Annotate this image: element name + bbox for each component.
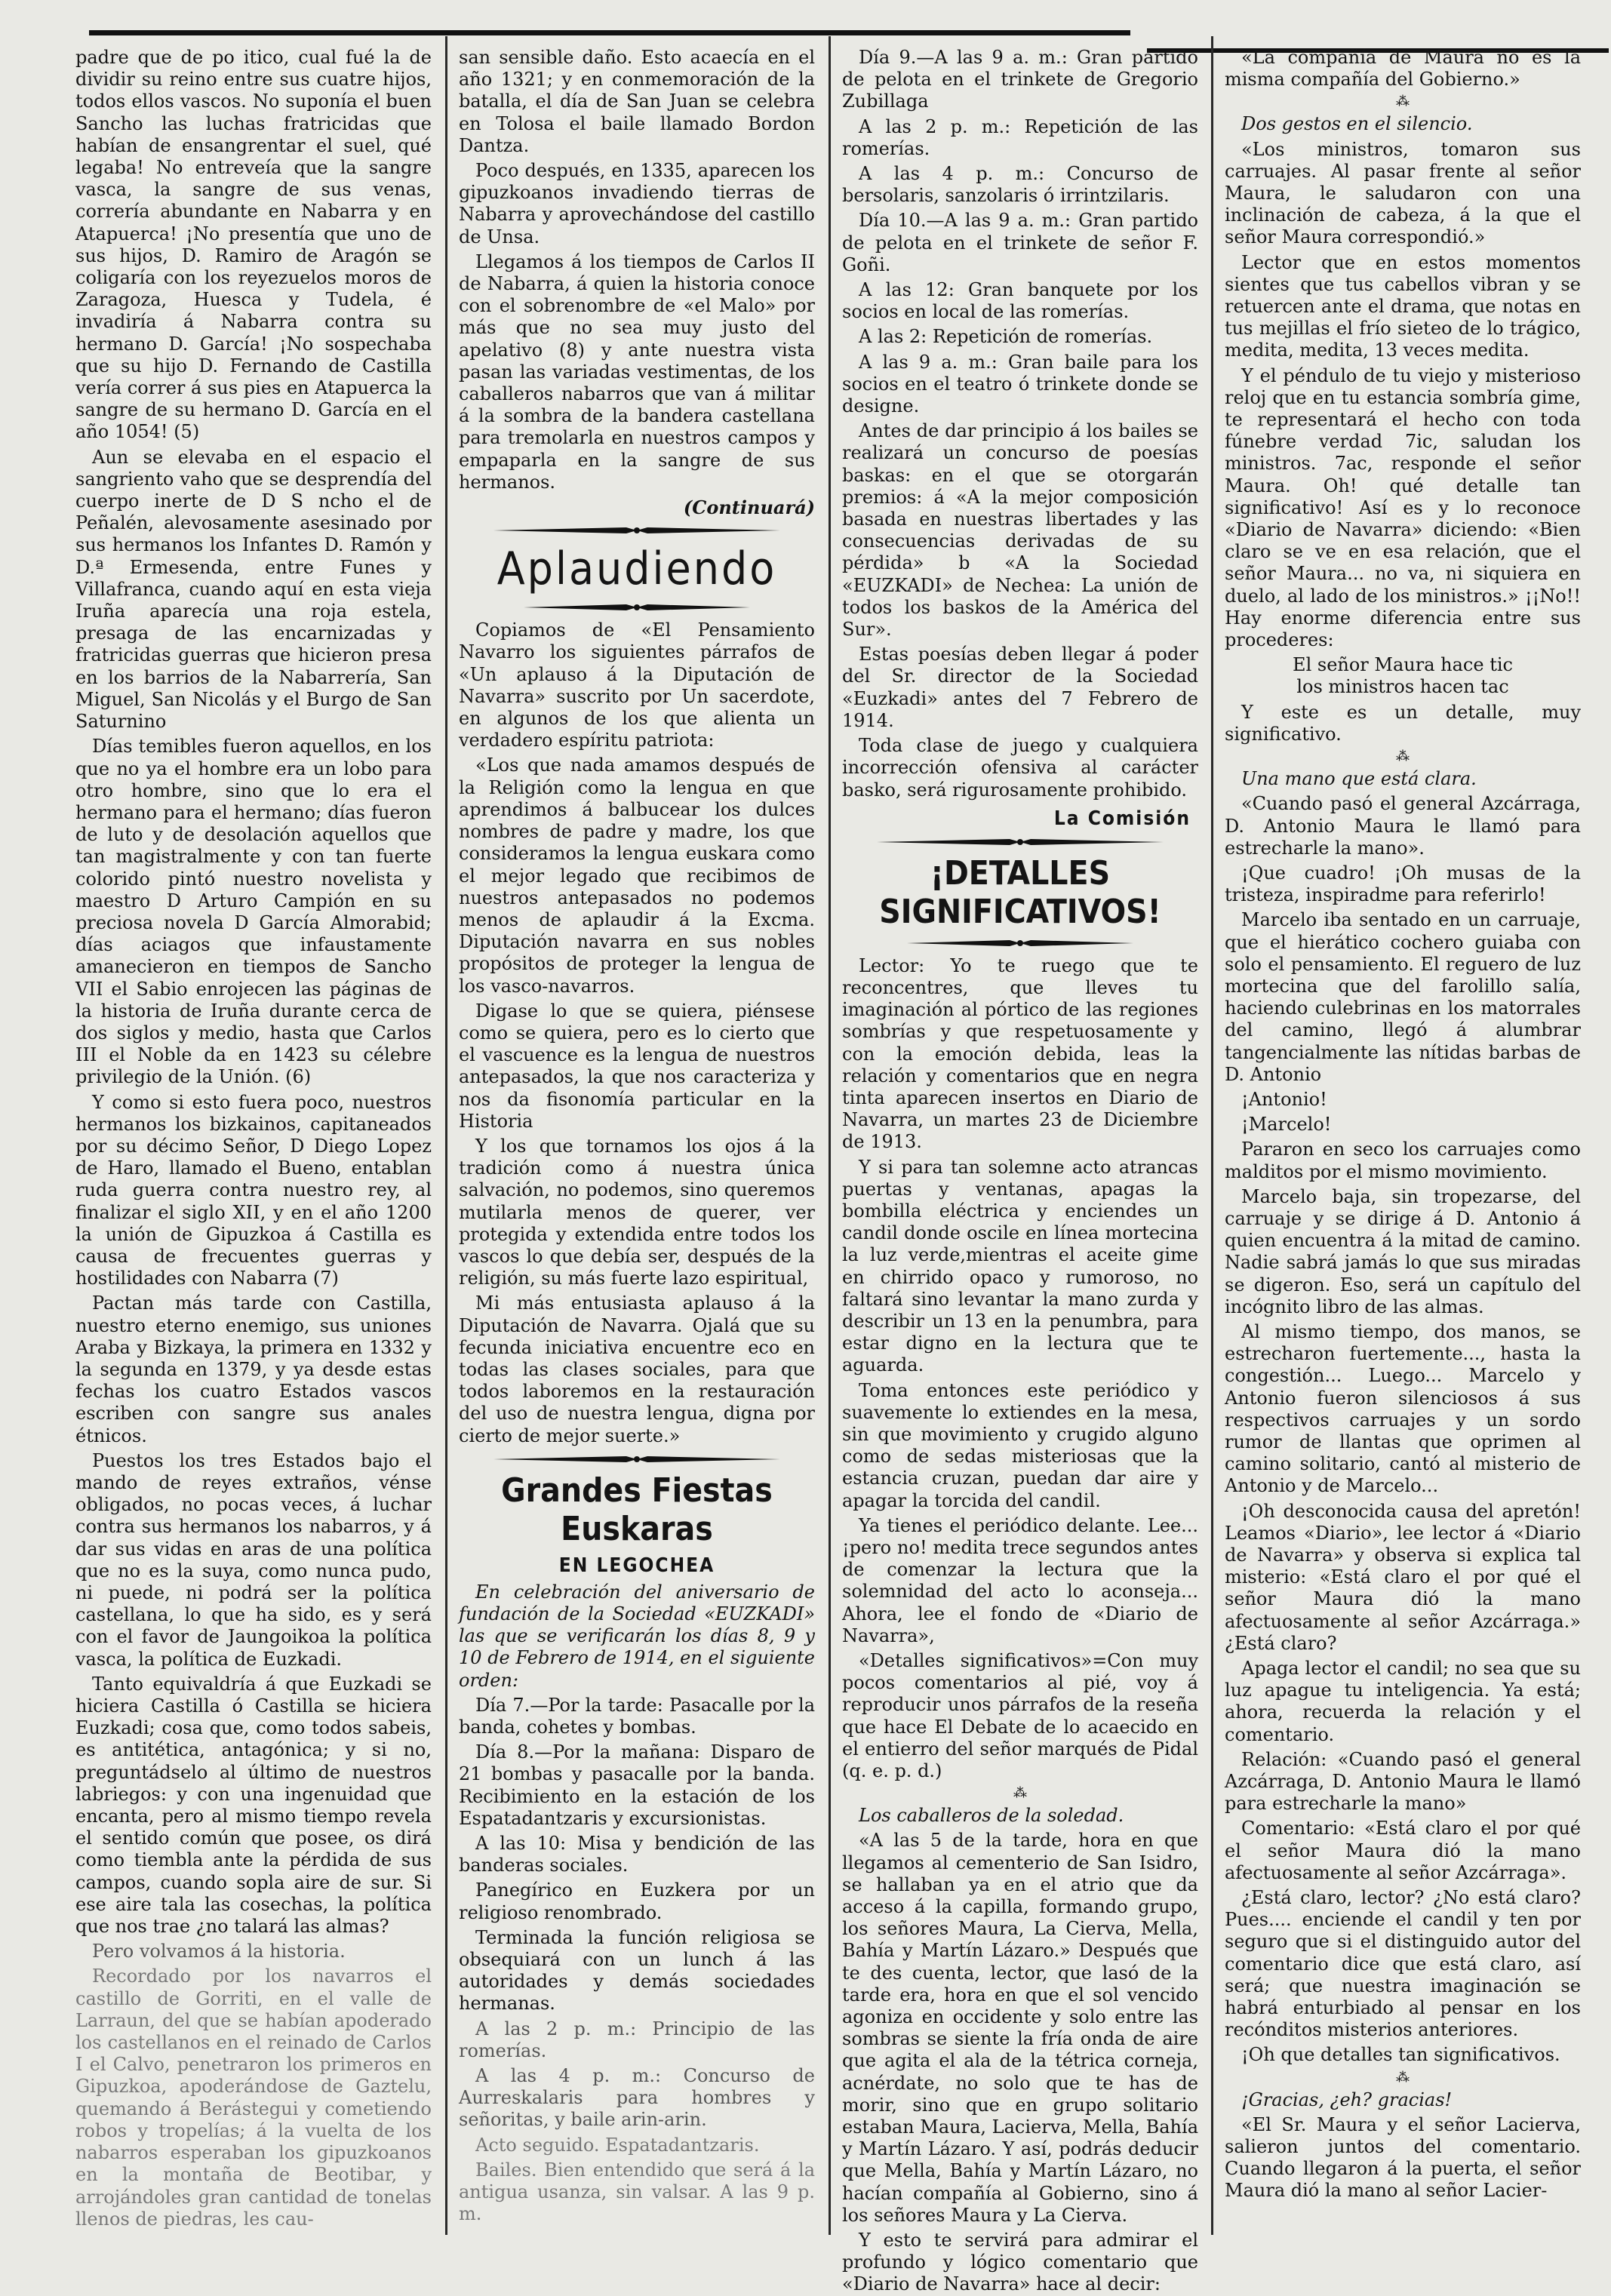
paragraph: ¡Que cuadro! ¡Oh musas de la tristeza, inspiradme para referirlo!	[1225, 862, 1581, 906]
paragraph: ¡Oh desconocida causa del apretón! Leamos «Diario», lee lector á «Diario de Navarra» y observa si explica tal misterio: «Está claro el por qué el señor Maura dió la mano afectuosamente al señor Azcárraga.» ¿Está claro?	[1225, 1500, 1581, 1654]
paragraph: «Los que nada amamos después de la Religión como la lengua en que aprendimos á balbucear los dulces nombres de padre y madre, los que consideramos la lengua euskara como el mejor legado que recibimos de nuestros antepasados no podemos menos de aplaudir á la Excma. Diputación navarra en sus nobles propósitos de proteger la lengua de los vasco-navarros.	[459, 755, 815, 997]
paragraph: (Continuará)	[683, 496, 815, 519]
top-rule-left	[89, 30, 1130, 35]
paragraph: Marcelo iba sentado en un carruaje, que el hierático cochero guiaba con solo el pensamiento. El reguero de luz mortecina que del farolillo salía, haciendo culebrinas en los matorrales del camino, llegó á alumbrar tangencialmente las nítidas barbas de D. Antonio	[1225, 909, 1581, 1085]
paragraph: ¿Está claro, lector? ¿No está claro? Pues.... enciende el candil y ten por seguro que si el distinguido autor del comentario dice que está claro, así será; que nuestra imaginación se habrá enturbiado al pensar en los recónditos misterios anteriores.	[1225, 1887, 1581, 2041]
paragraph: Mi más entusiasta aplauso á la Diputación de Navarra. Ojalá que su fecunda iniciativa encuentre eco en todas las clases sociales, para que todos laboremos en la restauración del uso de nuestra lengua, digna por cierto de mejor suerte.»	[459, 1292, 815, 1446]
paragraph: Y este es un detalle, muy significativo.	[1225, 701, 1581, 745]
paragraph: Copiamos de «El Pensamiento Navarro los siguientes párrafos de «Un aplauso á la Diputación de Navarra» suscrito por Un sacerdote, en algunos de los que alienta un verdadero espíritu patriota:	[459, 619, 815, 752]
paragraph: Día 7.—Por la tarde: Pasacalle por la banda, cohetes y bombas.	[459, 1694, 815, 1738]
paragraph: Pero volvamos á la historia.	[92, 1941, 346, 1963]
paragraph: Terminada la función religiosa se obsequiará con un lunch á las autoridades y demás sociedades hermanas.	[459, 1926, 815, 2015]
paragraph: Y si para tan solemne acto atrancas puertas y ventanas, apagas la bombilla eléctrica y enciendes un candil donde oscile en línea mortecina la luz verde,mientras el aceite gime en chirrido opaco y rumoroso, no faltará sino levantar la mano zurda y describir un 13 en la penumbra, para estar digno en la lectura que te aguarda.	[842, 1156, 1198, 1376]
paragraph: Aun se elevaba en el espacio el sangriento vaho que se desprendía del cuerpo inerte de D S ncho el de Peñalén, alevosamente asesinado por sus hermanos los Infantes D. Ramón y D.ª Ermesenda, entre Funes y Villafranca, cuando aquí en esta vieja Iruña aparecía una roja estela, presaga de las encarnizadas y fratricidas guerras que hicieron presa en los barrios de la Nabarrería, San Miguel, San Nicolás y el Burgo de San Saturnino	[75, 446, 432, 733]
asterism-icon: ⁂	[1396, 94, 1410, 110]
paragraph: Día 9.—A las 9 a. m.: Gran partido de pelota en el trinkete de Gregorio Zubillaga	[842, 47, 1198, 112]
asterism-icon: ⁂	[1396, 748, 1410, 765]
section-heading: EN LEGOCHEA	[558, 1554, 715, 1577]
column-1	[75, 47, 432, 2235]
ornament-divider	[842, 836, 1198, 848]
ornament-rule	[493, 524, 780, 536]
ornament-divider	[459, 1453, 815, 1465]
column-rule-2	[829, 36, 831, 2235]
paragraph: Bailes. Bien entendido que será á la antigua usanza, sin valsar. A las 9 p. m.	[459, 2159, 815, 2225]
paragraph: Al mismo tiempo, dos manos, se estrecharon fuertemente..., hasta la congestión... Luego... Marcelo y Antonio fueron silenciosos á sus respectivos carruajes y un sordo rumor de llantas que oprimen al camino solitario, cantó al misterio de Antonio y de Marcelo...	[1225, 1320, 1581, 1497]
ornament-rule	[877, 836, 1164, 848]
paragraph: ¡Antonio!	[1241, 1088, 1327, 1110]
paragraph: Acto seguido. Espatadantzaris.	[475, 2134, 760, 2156]
paragraph: Dos gestos en el silencio.	[1241, 113, 1473, 135]
paragraph: A las 2: Repetición de romerías.	[859, 326, 1153, 348]
section-heading: ¡DETALLES SIGNIFICATIVOS!	[879, 853, 1161, 931]
paragraph: Toda clase de juego y cualquiera incorrección ofensiva al carácter basko, será rigurosamente prohibido.	[842, 735, 1198, 801]
column-2	[459, 47, 815, 2235]
ornament-rule	[493, 1453, 780, 1465]
paragraph: Digase lo que se quiera, piénsese como se quiera, pero es lo cierto que el vascuence es la lengua de nuestros antepasados, la que nos caracteriza y nos da fisonomía particular en la Historia	[459, 1000, 815, 1132]
section-heading: Aplaudiendo	[497, 542, 777, 596]
paragraph: Y los que tornamos los ojos á la tradición como á nuestra única salvación, no podemos, sino queremos mutilarla menos de querer, ver protegida y extendida entre todos los vascos lo que debía ser, después de la religión, su más fuerte lazo espiritual,	[459, 1135, 815, 1289]
paragraph: Día 8.—Por la mañana: Disparo de 21 bombas y pasacalle por la banda. Recibimiento en la estación de los Espatadantzaris y excursionistas.	[459, 1741, 815, 1829]
column-3	[842, 47, 1198, 2295]
paragraph: Y el péndulo de tu viejo y misterioso reloj que en tu estancia sombría gime, te representará el hecho con toda fúnebre verdad 7ic, saludan los ministros. 7ac, responde el señor Maura. Oh! qué detalle tan significativo! Así es y lo reconoce «Diario de Navarra» diciendo: «Bien claro se ve en esa relación, que el señor Maura... no va, ni siquiera en duelo, al lado de los ministros.» ¡¡No!! Hay enorme diferencia entre sus procederes:	[1225, 364, 1581, 651]
ornament-rule	[524, 601, 750, 613]
paragraph: Tanto equivaldría á que Euzkadi se hiciera Castilla ó Castilla se hiciera Euzkadi; cosa que, como todos sabeis, es antitética, antagónica; y si no, preguntádselo al último de nuestros labriegos: y con una ingenuidad que encanta, pero al mismo tiempo revela el sentido común que posee, os dirá como tiembla ante la pérdida de sus campos, cuando sopla aire de sur. Si ese aire tala las cosechas, la política que nos trae ¿no talará las almas?	[75, 1673, 432, 1938]
ornament-rule	[907, 937, 1133, 949]
paragraph: A las 12: Gran banquete por los socios en local de las romerías.	[842, 279, 1198, 323]
ornament-divider	[459, 601, 815, 613]
paragraph: Panegírico en Euzkera por un religioso renombrado.	[459, 1880, 815, 1923]
section-heading: Grandes Fiestas Euskaras	[501, 1471, 773, 1548]
paragraph: El señor Maura hace tic los ministros hacen tac	[1293, 654, 1513, 698]
paragraph: Antes de dar principio á los bailes se realizará un concurso de poesías baskas: en el que se otorgarán premios: á «A la mejor composición basada en nuestras libertades y las consecuencias derivadas de su pérdida» b «A la Sociedad «EUZKADI» de Nechea: La unión de todos los baskos de la América del Sur».	[842, 420, 1198, 641]
paragraph: Llegamos á los tiempos de Carlos II de Nabarra, á quien la historia conoce con el sobrenombre de «el Malo» por más que no sea muy justo del apelativo (8) y ante nuestra vista pasan las variadas vestimentas, de los caballeros nabarros que van á militar á la sombra de la bandera castellana para tremolarla en nuestros campos y empaparla en la sangre de sus hermanos.	[459, 251, 815, 493]
paragraph: A las 4 p. m.: Concurso de Aurreskalaris para hombres y señoritas, y baile arin-arin.	[459, 2065, 815, 2131]
paragraph: Días temibles fueron aquellos, en los que no ya el hombre era un lobo para otro hombre, sino que lo era el hermano para el hermano; días fueron de luto y de desolación aquellos que tan magistralmente y con tan fuerte colorido pintó nuestro novelista y maestro D Arturo Campión en su preciosa novela D García Almorabid; días aciagos que infaustamente amanecieron en tiempos de Sancho VII el Sabio enrojecen las páginas de la historia de Iruña durante cerca de dos siglos y medio, hasta que Carlos III el Noble da en 1423 su célebre privilegio de la Unión. (6)	[75, 736, 432, 1088]
column-4	[1225, 47, 1581, 2235]
column-rule-3	[1211, 36, 1213, 2235]
paragraph: «El Sr. Maura y el señor Lacierva, salieron juntos del comentario. Cuando llegaron á la puerta, el señor Maura dió la mano al señor Lacier-	[1225, 2113, 1581, 2202]
paragraph: ¡Gracias, ¿eh? gracias!	[1241, 2089, 1453, 2110]
paragraph: Comentario: «Está claro el por qué el señor Maura dió la mano afectuosamente al señor Azcárraga».	[1225, 1818, 1581, 1883]
paragraph: Poco después, en 1335, aparecen los gipuzkoanos invadiendo tierras de Nabarra y aprovechándose del castillo de Unsa.	[459, 160, 815, 247]
paragraph: «Cuando pasó el general Azcárraga, D. Antonio Maura le llamó para estrecharle la mano».	[1225, 793, 1581, 859]
paragraph: Estas poesías deben llegar á poder del Sr. director de la Sociedad «Euzkadi» antes del 7 Febrero de 1914.	[842, 644, 1198, 731]
paragraph: Los caballeros de la soledad.	[859, 1805, 1124, 1827]
paragraph: Una mano que está clara.	[1241, 768, 1477, 790]
paragraph: A las 10: Misa y bendición de las banderas sociales.	[459, 1833, 815, 1876]
paragraph: A las 4 p. m.: Concurso de bersolaris, sanzolaris ó irrintzilaris.	[842, 163, 1198, 207]
column-rule-1	[445, 36, 447, 2235]
paragraph: «La compañía de Maura no es la misma compañía del Gobierno.»	[1225, 47, 1581, 91]
paragraph: Marcelo baja, sin tropezarse, del carruaje y se dirige á D. Antonio á quien encuentra á la mitad de camino. Nadie sabrá jamás lo que sus miradas se digeron. Eso, será un capítulo del incógnito libro de las almas.	[1225, 1185, 1581, 1317]
paragraph: A las 2 p. m.: Principio de las romerías.	[459, 2018, 815, 2061]
paragraph: Toma entonces este periódico y suavemente lo extiendes en la mesa, sin que movimiento y crugido alguno como de sedas misteriosas que la estancia cruzan, puedan dar aire y apagar la torcida del candil.	[842, 1379, 1198, 1511]
paragraph: Y como si esto fuera poco, nuestros hermanos los bizkainos, capitaneados por su décimo Señor, D Diego Lopez de Haro, llamado el Bueno, entablan ruda guerra contra nuestro rey, al finalizar el siglo XII, y en el año 1200 la unión de Gipuzkoa á Castilla es causa de frecuentes guerras y hostilidades con Nabarra (7)	[75, 1091, 432, 1289]
ornament-divider	[459, 524, 815, 536]
ornament-divider	[842, 937, 1198, 949]
paragraph: «A las 5 de la tarde, hora en que llegamos al cementerio de San Isidro, se hallaban ya en el atrio que da acceso á la capilla, formando grupo, los señores Maura, La Cierva, Mella, Bahía y Martín Lázaro.» Después que te des cuenta, lector, que lasó de la tarde era, hora en que el sol vencido agoniza en occidente y solo entre las sombras se siente la fría onda de aire que agita el ala de la tétrica corneja, acnérdate, no solo que te has de morir, sino que en grupo solitario estaban Maura, Lacierva, Mella, Bahía y Martín Lázaro. Y así, podrás deducir que Mella, Bahía y Martín Lázaro, no hacían compañía al Gobierno, sino á los señores Maura y La Cierva.	[842, 1830, 1198, 2226]
paragraph: «Los ministros, tomaron sus carruajes. Al pasar frente al señor Maura, le saludaron con una inclinación de cabeza, á la que el señor Maura correspondió.»	[1225, 138, 1581, 248]
paragraph: san sensible daño. Esto acaecía en el año 1321; y en conmemoración de la batalla, el día de San Juan se celebra en Tolosa el baile llamado Bordon Dantza.	[459, 47, 815, 156]
paragraph: Lector que en estos momentos sientes que tus cabellos vibran y se retuercen ante el drama, que notas en tus mejillas el frío sieteo de lo trágico, medita, medita, 13 veces medita.	[1225, 251, 1581, 361]
paragraph: padre que de po itico, cual fué la de dividir su reino entre sus cuatre hijos, todos ellos vascos. No suponía el buen Sancho las luchas fratricidas que habían de ensangrentar el suel, qué legaba! No entreveía que la sangre vasca, la sangre de sus venas, correría abundante en Nabarra y en Atapuerca! ¡No presentía que uno de sus hijos, D. Ramiro de Aragón se coligaría con los reyezuelos moros de Zaragoza, Huesca y Tudela, é invadiría á Nabarra contra su hermano D. García! ¡No sospechaba que su hijo D. Fernando de Castilla vería correr á sus pies en Atapuerca la sangre de su hermano D. García en el año 1054! (5)	[75, 47, 432, 443]
paragraph: Pararon en seco los carruajes como malditos por el mismo movimiento.	[1225, 1139, 1581, 1182]
paragraph: Ya tienes el periódico delante. Lee... ¡pero no! medita trece segundos antes de comenzar la lectura que la solemnidad del acto lo aconseja... Ahora, lee el fondo de «Diario de Navarra»,	[842, 1514, 1198, 1646]
paragraph: A las 9 a. m.: Gran baile para los socios en el teatro ó trinkete donde se designe.	[842, 351, 1198, 417]
paragraph: Y esto te servirá para admirar el profundo y lógico comentario que «Diario de Navarra» hace al decir:	[842, 2230, 1198, 2295]
paragraph: Pactan más tarde con Castilla, nuestro eterno enemigo, sus uniones Araba y Bizkaya, la primera en 1332 y la segunda en 1379, y ya desde estas fechas los cuatro Estados vascos escriben con sangre sus anales étnicos.	[75, 1292, 432, 1446]
paragraph: Apaga lector el candil; no sea que su luz apague tu inteligencia. Ya está; ahora, recuerda la relación y el comentario.	[1225, 1658, 1581, 1745]
paragraph: En celebración del aniversario de fundación de la Sociedad «EUZKADI» las que se verificarán los días 8, 9 y 10 de Febrero de 1914, en el siguiente orden:	[459, 1581, 815, 1691]
paragraph: Recordado por los navarros el castillo de Gorriti, en el valle de Larraun, del que se habían apoderado los castellanos en el reinado de Carlos I el Calvo, penetraron los primeros en Gipuzkoa, apoderándose de Gaztelu, quemando á Berástegui y cometiendo robos y tropelías; á la vuelta de los nabarros esperaban los gipuzkoanos en la montaña de Beotibar, y arrojándoles gran cantidad de tonelas llenos de piedras, les cau-	[75, 1966, 432, 2230]
paragraph: ¡Oh que detalles tan significativos.	[1241, 2044, 1560, 2066]
paragraph: Día 10.—A las 9 a. m.: Gran partido de pelota en el trinkete de señor F. Goñi.	[842, 210, 1198, 275]
section-heading: La Comisión	[1053, 807, 1191, 830]
paragraph: A las 2 p. m.: Repetición de las romerías.	[842, 115, 1198, 159]
paragraph: Relación: «Cuando pasó el general Azcárraga, D. Antonio Maura le llamó para estrecharle la mano»	[1225, 1748, 1581, 1815]
asterism-icon: ⁂	[1396, 2069, 1410, 2085]
paragraph: Lector: Yo te ruego que te reconcentres, que lleves tu imaginación al pórtico de las regiones sombrías y que respetuosamente y con la emoción debida, leas la relación y comentarios que en negra tinta aparecen insertos en Diario de Navarra, un martes 23 de Diciembre de 1913.	[842, 954, 1198, 1153]
paragraph: «Detalles significativos»=Con muy pocos comentarios al pié, voy á reproducir unos párrafos de la reseña que hace El Debate de lo acaecido en el entierro del señor marqués de Pidal (q. e. p. d.)	[842, 1650, 1198, 1782]
asterism-icon: ⁂	[1013, 1785, 1027, 1802]
paragraph: Puestos los tres Estados bajo el mando de reyes extraños, vénse obligados, no pocas veces, á luchar contra sus hermanos los nabarros, y á dar sus vidas en aras de una política que no es la suya, como nunca pudo, ni puede, ni podrá ser la política castellana, lo que ha sido, es y será con el favor de Jaungoikoa la política vasca, la política de Euzkadi.	[75, 1449, 432, 1670]
paragraph: ¡Marcelo!	[1241, 1114, 1332, 1136]
